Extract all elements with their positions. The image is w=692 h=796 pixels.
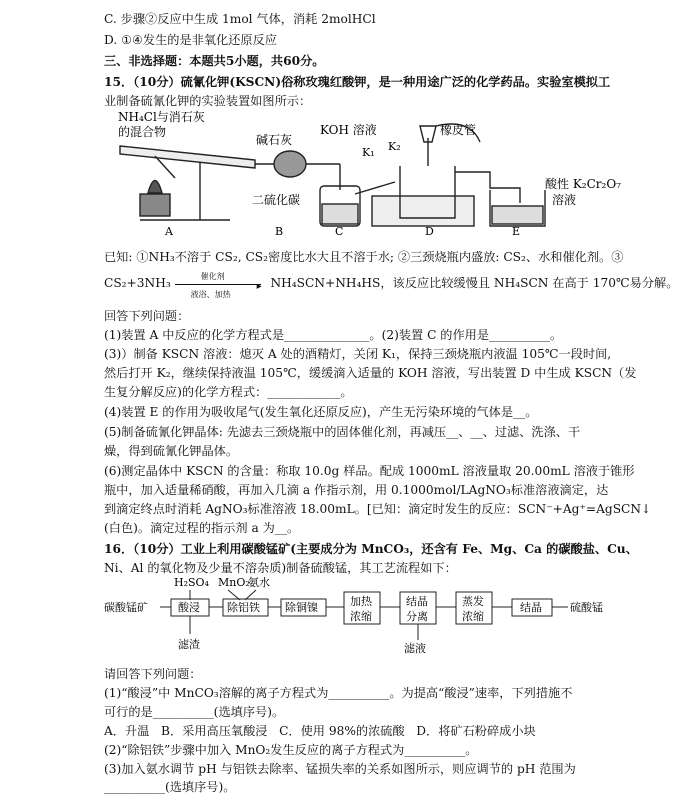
label-k2: K₂ [388, 140, 401, 153]
q15-known-2 [104, 271, 679, 299]
arrow-bottom-text: 液浴、加热 [190, 289, 231, 299]
label-k1: K₁ [362, 146, 375, 159]
label-C: C [335, 225, 344, 238]
apparatus-figure [0, 108, 692, 238]
q16-ask: 请回答下列问题： [104, 667, 202, 681]
flow-s1: 酸浸 [178, 601, 200, 614]
q16-part-2: (2)“除铝铁”步骤中加入 MnO₂发生反应的离子方程式为__________。 [104, 743, 478, 757]
label-a-bot: 的混合物 [118, 125, 167, 139]
q15-answer-prompt: 回答下列问题： [104, 309, 190, 323]
flow-waste1: 滤渣 [178, 638, 200, 651]
q16-part-3a: (3)加入氨水调节 pH 与铝铁去除率、锰损失率的关系如图所示，则应调节的 pH 范围为 [104, 762, 576, 776]
flow-s3: 除铜镍 [285, 601, 318, 614]
label-A: A [165, 225, 173, 238]
equation-arrow [175, 271, 267, 299]
flow-waste2: 滤液 [404, 642, 426, 654]
q15-part-4: (4)装置 E 的作用为吸收尾气(发生氧化还原反应)，产生无污染环境的气体是__。 [104, 405, 538, 419]
q15-part-1-2: (1)装置 A 中反应的化学方程式是______________。(2)装置 C 的作用是__________。 [104, 328, 563, 342]
flow-input: 碳酸锰矿 [104, 601, 148, 614]
flow-s6a: 蒸发 [462, 595, 484, 608]
bottle-c-liquid [322, 204, 358, 224]
label-B: B [275, 225, 284, 238]
q15-intro-text: 15．（10分）硫氰化钾(KSCN)俗称玫瑰红酸钾，是一种用途广泛的化学药品。实验室模拟工 [104, 75, 611, 89]
flow-output: 硫酸锰 [570, 601, 603, 614]
tube-cd [355, 182, 395, 194]
q15-part-6b: 瓶中，加入适量稀硝酸，再加入几滴 a 作指示剂，用 0.1000mol/LAgNO₃标准溶液滴定，达 [104, 483, 609, 497]
q15-part-3b: 然后打开 K₂，继续保持液温 105℃，缓缓滴入适量的 KOH 溶液，写出装置 D 中生成 KSCN（发 [104, 366, 637, 380]
beaker-e-liquid [492, 206, 543, 224]
q16-part-3b: __________(选填序号)。 [104, 780, 236, 794]
q15-known-1: 已知: ①NH₃不溶于 CS₂, CS₂密度比水大且不溶于水; ②三颈烧瓶内盛放: CS₂、水和催化剂。③ [104, 250, 624, 264]
q15-intro-1 [104, 73, 610, 91]
q15-part-5a: (5)制备硫氰化钾晶体: 先滤去三颈烧瓶中的固体催化剂，再减压__、__、过滤、洗涤、干 [104, 425, 581, 439]
label-soda-lime: 碱石灰 [256, 133, 293, 147]
water-bath [372, 196, 474, 226]
flow-s4b: 浓缩 [350, 610, 372, 623]
burner-body [140, 194, 170, 216]
drying-tube [274, 151, 306, 177]
q15-part-6c: 到滴定终点时消耗 AgNO₃标准溶液 18.00mL。[已知：滴定时发生的反应：SCN⁻+Ag⁺=AgSCN↓ [104, 502, 652, 516]
arrow-top-text: 催化剂 [200, 271, 225, 281]
process-flow [0, 574, 692, 654]
label-koh: KOH 溶液 [320, 123, 377, 137]
label-D: D [425, 225, 434, 238]
q15-part-5b: 燥，得到硫氰化钾晶体。 [104, 444, 239, 458]
flow-s5b: 分离 [406, 610, 428, 623]
arrow-line [175, 284, 261, 285]
label-e-1: 酸性 K₂Cr₂O₇ [545, 177, 621, 191]
flow-s4a: 加热 [350, 595, 372, 608]
label-a-top: NH₄Cl与消石灰 [118, 110, 205, 124]
option-c: C. 步骤②反应中生成 1mol 气体，消耗 2molHCl [104, 12, 376, 26]
flow-s2: 除铝铁 [227, 601, 260, 614]
q15-part-3a: (3)）制备 KSCN 溶液：熄灭 A 处的酒精灯，关闭 K₁，保持三颈烧瓶内液温 105℃一段时间, [104, 347, 612, 361]
flow-s6b: 浓缩 [462, 610, 484, 623]
flow-mno2: MnO₂ [218, 576, 250, 589]
test-tube [120, 146, 255, 168]
q16-part-1a: (1)“酸浸”中 MnCO₃溶解的离子方程式为__________。为提高“酸浸”速率，下列措施不 [104, 686, 573, 700]
equation-products: NH₄SCN+NH₄HS，该反应比较缓慢且 NH₄SCN 在高于 170℃易分解。 [270, 276, 679, 290]
flow-s7: 结晶 [520, 601, 542, 614]
arrow-head: ▸ [256, 280, 262, 292]
burner-flame [148, 181, 162, 194]
q15-part-6d: (白色)。滴定过程的指示剂 a 为__。 [104, 521, 300, 535]
q15-part-3c: 生复分解反应)的化学方程式：____________。 [104, 385, 353, 399]
q15-part-6a: (6)测定晶体中 KSCN 的含量：称取 10.0g 样品。配成 1000mL 溶液量取 20.00mL 溶液于锥形 [104, 464, 635, 478]
label-cs2: 二硫化碳 [252, 193, 301, 207]
flow-h2so4: H₂SO₄ [174, 576, 209, 589]
option-d: D. ①④发生的是非氧化还原反应 [104, 33, 277, 47]
q16-intro-2: Ni、Al 的氧化物及少量不溶杂质)制备硫酸锰，其工艺流程如下： [104, 561, 457, 575]
label-e-2: 溶液 [552, 193, 577, 207]
q15-intro-2: 业制备硫氰化钾的实验装置如图所示： [104, 94, 312, 108]
q16-part-1b: 可行的是__________(选填序号)。 [104, 705, 285, 719]
flow-s5a: 结晶 [406, 595, 428, 608]
label-E: E [512, 225, 521, 238]
label-rubber-tube: 橡皮管 [440, 123, 477, 137]
q16-intro-text: 16．（10分）工业上利用碳酸锰矿(主要成分为 MnCO₃，还含有 Fe、Mg、Ca 的碳酸盐、Cu、 [104, 542, 638, 556]
section-heading: 三、非选择题：本题共5小题，共60分。 [104, 54, 325, 68]
q16-options: A．升温 B．采用高压氧酸浸 C．使用 98%的浓硫酸 D．将矿石粉碎成小块 [104, 724, 536, 738]
equation-reactants: CS₂+3NH₃ [104, 276, 171, 290]
q16-intro-1 [104, 540, 638, 558]
flow-nh3: 氨水 [248, 576, 270, 589]
